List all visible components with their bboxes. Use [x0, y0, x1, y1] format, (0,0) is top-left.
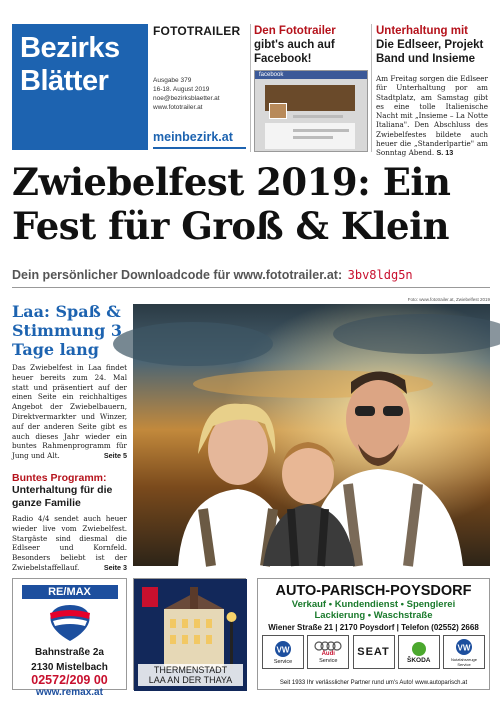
- article-body: [12, 363, 127, 461]
- download-code-row: [12, 268, 490, 282]
- family-photo: [133, 304, 490, 566]
- skoda-logo: [398, 635, 440, 669]
- logo-line-1: Bezirks: [20, 32, 120, 64]
- remax-ad[interactable]: [12, 578, 127, 698]
- remax-website[interactable]: www.remax.at: [36, 687, 103, 698]
- entertainment-teaser: [376, 24, 488, 158]
- brand-sub: Service: [319, 657, 338, 664]
- facebook-wordmark: facebook: [259, 72, 284, 78]
- facebook-text-line: [293, 136, 333, 139]
- family-photo-illustration: [133, 304, 490, 566]
- dealer-services-1: Verkauf • Kundendienst • Spenglerei: [291, 599, 456, 610]
- skoda-icon: [411, 641, 427, 657]
- remax-city: 2130 Mistelbach: [31, 662, 108, 673]
- vw-icon: [274, 640, 292, 658]
- dealer-contact: Wiener Straße 21 | 2170 Poysdorf | Telefon (02552) 2668: [268, 623, 479, 632]
- column-divider: [250, 24, 251, 152]
- teaser-body-text: Am Freitag sorgen die Edlseer für Unterhaltung por am Stadtplatz, am Samstag gibt es eine tolle Italienische Nacht mit „Insieme – La Notte Italiana". Den Abschluss des Zwiebelfestes bildete auch heuer die „Standerlpartie" am Sonntag Abend.: [376, 74, 488, 158]
- brand-sub: Service: [273, 658, 293, 665]
- article-title: Laa: Spaß & Stimmung 3 Tage lang: [12, 302, 123, 359]
- article-body: [12, 514, 127, 573]
- bezirksblaetter-logo: [12, 24, 148, 150]
- brand-underline: [153, 147, 246, 149]
- facebook-screenshot: [254, 70, 368, 152]
- seat-wordmark: SEAT: [357, 646, 390, 658]
- brand-logos: [258, 632, 489, 669]
- issue-website: www.fototrailer.at: [153, 104, 203, 111]
- svg-text:VW: VW: [457, 643, 471, 652]
- article-laa: [12, 302, 127, 461]
- audi-rings-icon: [313, 641, 343, 651]
- audi-service-logo: [307, 635, 349, 669]
- teaser-body: [376, 74, 488, 158]
- remax-street: Bahnstraße 2a: [35, 647, 104, 658]
- download-text: Dein persönlicher Downloadcode für www.fototrailer.at:: [12, 268, 343, 282]
- facebook-avatar: [269, 103, 287, 119]
- divider-rule: [12, 287, 490, 288]
- auto-parisch-ad[interactable]: [257, 578, 490, 690]
- dealer-name: AUTO-PARISCH-POYSDORF: [275, 583, 472, 599]
- town-caption-line1: THERMENSTADT: [153, 665, 228, 675]
- issue-meta: [153, 76, 220, 112]
- main-headline: Zwiebelfest 2019: Ein Fest für Groß & Klein: [12, 160, 451, 248]
- page-reference[interactable]: S. 13: [436, 148, 454, 158]
- page-reference[interactable]: Seite 3: [103, 562, 127, 572]
- issue-dates: 16-18. August 2019: [153, 86, 210, 93]
- teaser-kicker: Unterhaltung mit: [376, 25, 468, 37]
- coat-of-arms-icon: [142, 587, 158, 607]
- teaser-headline: gibt's auch auf Facebook!: [254, 39, 335, 65]
- article-kicker: Buntes Programm:: [12, 472, 107, 484]
- page-reference[interactable]: Seite 5: [103, 451, 127, 461]
- article-body-text: Das Zwiebelfest in Laa findet heuer bereits zum 24. Mal statt und präsentiert auf der einen Seite ein reichhaltiges Angebot der Zwiebelbauern, Direktvermarkter und Winzer, auf der anderen Seite gibt es auch dieses Jahr wieder ein buntes Rahmenprogramm für Jung und Alt.: [12, 363, 127, 461]
- article-program: [12, 472, 127, 573]
- column-divider: [371, 24, 372, 152]
- photo-credit: Foto: www.fototrailer.at, Zwiebelfest 2019: [407, 297, 490, 302]
- town-caption: [138, 664, 243, 686]
- dealer-services-2: Lackierung • Waschstraße: [314, 610, 433, 621]
- facebook-text-line: [293, 129, 349, 132]
- dealer-footer: Seit 1933 Ihr verlässlicher Partner rund um's Auto! www.autoparisch.at: [279, 680, 468, 686]
- meinbezirk-brand[interactable]: meinbezirk.at: [153, 130, 233, 144]
- vw-commercial-logo: [443, 635, 485, 669]
- facebook-text-line: [293, 115, 343, 118]
- issue-number: Ausgabe 379: [153, 77, 192, 84]
- article-body-text: Radio 4/4 sendet auch heuer wieder live vom Zwiebelfest. Stargäste sind diesmal die Edlseer und Kornfeld. Besonders beliebt ist der Zwiebelstaffellauf.: [12, 514, 127, 572]
- teaser-kicker: Den Fototrailer: [254, 25, 336, 37]
- svg-text:VW: VW: [276, 645, 290, 654]
- laa-thermenstadt-ad[interactable]: [133, 578, 246, 690]
- logo-line-2: Blätter: [20, 65, 109, 97]
- issue-email: noe@bezirksblaetter.at: [153, 95, 220, 102]
- section-kicker: FOTOTRAILER: [153, 24, 241, 38]
- download-code: 3bv8ldg5n: [347, 268, 413, 282]
- remax-phone: 02572/209 00: [31, 673, 108, 687]
- vw-service-logo: [262, 635, 304, 669]
- vw-icon: [455, 638, 473, 656]
- audi-wordmark: Audi: [321, 650, 335, 657]
- remax-logo: RE/MAX: [22, 585, 118, 599]
- skoda-wordmark: ŠKODA: [407, 656, 431, 664]
- article-headline: Unterhaltung für die ganze Familie: [12, 484, 113, 509]
- seat-logo: [353, 635, 395, 669]
- issue-info: [153, 24, 249, 150]
- town-caption-line2: LAA AN DER THAYA: [148, 675, 233, 685]
- teaser-headline: Die Edlseer, Projekt Band und Insieme: [376, 39, 484, 65]
- balloon-icon: [35, 603, 105, 643]
- brand-sub: Nutzfahrzeuge Service: [450, 656, 477, 667]
